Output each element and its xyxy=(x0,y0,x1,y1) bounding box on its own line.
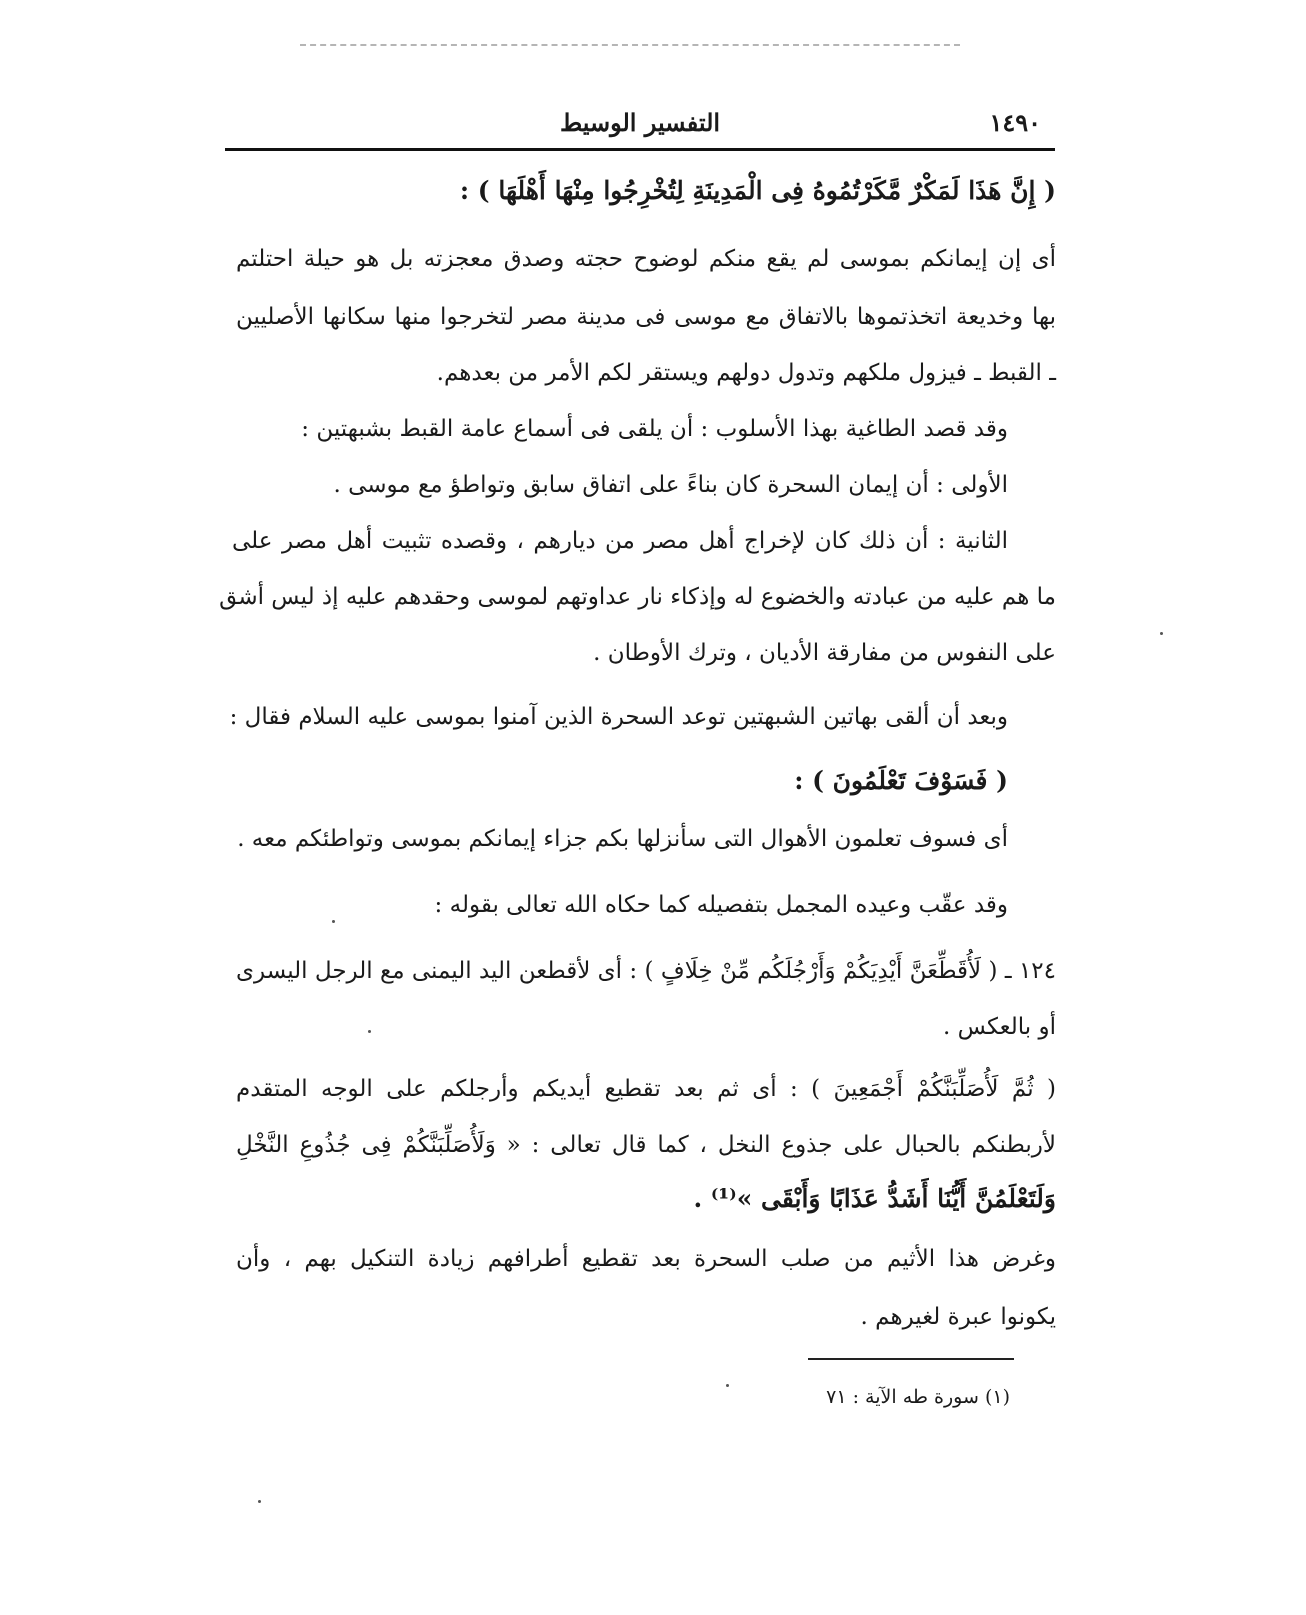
text-line: الأولى : أن إيمان السحرة كان بناءً على اتفاق سابق وتواطؤ مع موسى . xyxy=(333,472,1008,498)
text-line: أى فسوف تعلمون الأهوال التى سأنزلها بكم جزاء إيمانكم بموسى وتواطئكم معه . xyxy=(237,826,1008,852)
page-number: ١٤٩٠ xyxy=(989,108,1041,137)
scan-speck xyxy=(368,1030,371,1033)
text-line: وبعد أن ألقى بهاتين الشبهتين توعد السحرة الذين آمنوا بموسى عليه السلام فقال : xyxy=(229,704,1008,730)
text-line: وقد قصد الطاغية بهذا الأسلوب : أن يلقى فى أسماع عامة القبط بشبهتين : xyxy=(301,416,1008,442)
text-line: أو بالعكس . xyxy=(943,1014,1056,1040)
top-scan-dashes xyxy=(300,44,960,46)
scan-speck xyxy=(258,1500,261,1503)
scan-speck xyxy=(1160,632,1163,635)
scan-speck xyxy=(332,920,335,923)
verse-line: لأربطنكم بالحبال على جذوع النخل ، كما قال تعالى : « وَلَأُصَلِّبَنَّكُمْ فِى جُذُوعِ النَّخْلِ xyxy=(236,1132,1056,1158)
scan-speck xyxy=(726,1384,729,1387)
text-line: يكونوا عبرة لغيرهم . xyxy=(860,1304,1056,1330)
verse-line: وَلَتَعْلَمُنَّ أَيُّنَا أَشَدُّ عَذَابًا وَأَبْقَى »⁽¹⁾ . xyxy=(693,1184,1056,1213)
footnote: (١) سورة طه الآية : ٧١ xyxy=(826,1386,1010,1408)
text-line: على النفوس من مفارقة الأديان ، وترك الأوطان . xyxy=(593,640,1056,666)
text-line: وغرض هذا الأثيم من صلب السحرة بعد تقطيع أطرافهم زيادة التنكيل بهم ، وأن xyxy=(236,1246,1056,1272)
text-line: وقد عقّب وعيده المجمل بتفصيله كما حكاه الله تعالى بقوله : xyxy=(434,892,1008,918)
header-rule xyxy=(225,148,1055,151)
verse-line: ( ثُمَّ لَأُصَلِّبَنَّكُمْ أَجْمَعِينَ ) : أى ثم بعد تقطيع أيديكم وأرجلكم على الوجه المتقدم xyxy=(236,1076,1056,1102)
verse-line: ( إِنَّ هَذَا لَمَكْرٌ مَّكَرْتُمُوهُ فِى الْمَدِينَةِ لِتُخْرِجُوا مِنْهَا أَهْلَهَا ) : xyxy=(459,176,1056,205)
book-title: التفسير الوسيط xyxy=(559,108,721,137)
text-line: بها وخديعة اتخذتموها بالاتفاق مع موسى فى مدينة مصر لتخرجوا منها سكانها الأصليين xyxy=(236,304,1056,330)
verse-line: ١٢٤ ـ ( لَأُقَطِّعَنَّ أَيْدِيَكُمْ وَأَرْجُلَكُم مِّنْ خِلَافٍ ) : أى لأقطعن اليد اليمنى مع الرجل اليسرى xyxy=(236,958,1056,984)
text-line: الثانية : أن ذلك كان لإخراج أهل مصر من ديارهم ، وقصده تثبيت أهل مصر على xyxy=(232,528,1008,554)
text-line: أى إن إيمانكم بموسى لم يقع منكم لوضوح حجته وصدق معجزته بل هو حيلة احتلتم xyxy=(236,246,1056,272)
footnote-rule xyxy=(808,1358,1014,1360)
page-header xyxy=(225,104,1055,148)
verse-line: ( فَسَوْفَ تَعْلَمُونَ ) : xyxy=(794,766,1008,795)
text-line: ـ القبط ـ فيزول ملكهم وتدول دولهم ويستقر لكم الأمر من بعدهم. xyxy=(436,360,1056,386)
text-line: ما هم عليه من عبادته والخضوع له وإذكاء نار عداوتهم لموسى وحقدهم عليه إذ ليس أشق xyxy=(219,584,1056,610)
